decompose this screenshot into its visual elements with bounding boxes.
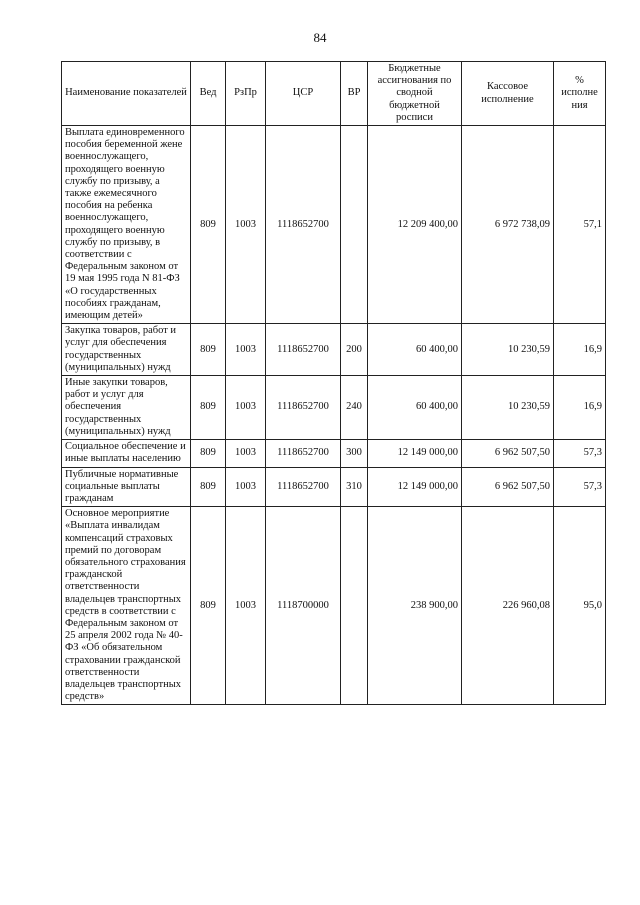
row-name: Закупка товаров, работ и услуг для обеспечения государственных (муниципальных) нужд [62,324,191,376]
table-row [62,126,606,324]
row-budget: 60 400,00 [368,324,462,376]
row-vr: 300 [341,440,368,467]
row-cash: 226 960,08 [462,507,554,705]
row-rzpr: 1003 [226,324,266,376]
row-percent: 95,0 [554,507,606,705]
row-percent: 57,3 [554,467,606,507]
row-ved: 809 [191,324,226,376]
row-rzpr: 1003 [226,507,266,705]
row-ved: 809 [191,126,226,324]
row-budget: 238 900,00 [368,507,462,705]
table-row [62,376,606,440]
row-percent: 57,3 [554,440,606,467]
row-rzpr: 1003 [226,126,266,324]
row-ved: 809 [191,507,226,705]
row-rzpr: 1003 [226,467,266,507]
row-cash: 6 962 507,50 [462,440,554,467]
row-csr: 1118700000 [266,507,341,705]
row-csr: 1118652700 [266,467,341,507]
row-csr: 1118652700 [266,440,341,467]
row-vr: 240 [341,376,368,440]
row-rzpr: 1003 [226,376,266,440]
row-ved: 809 [191,440,226,467]
header-cash: Кассовое исполнение [462,62,554,126]
row-budget: 12 149 000,00 [368,440,462,467]
row-ved: 809 [191,467,226,507]
row-csr: 1118652700 [266,376,341,440]
row-percent: 16,9 [554,376,606,440]
row-cash: 6 962 507,50 [462,467,554,507]
row-vr: 310 [341,467,368,507]
page-number: 84 [313,30,327,45]
header-budget: Бюджетные ассигнования по сводной бюджетной росписи [368,62,462,126]
row-vr: 200 [341,324,368,376]
row-budget: 12 209 400,00 [368,126,462,324]
header-rzpr: РзПр [226,62,266,126]
row-budget: 12 149 000,00 [368,467,462,507]
header-vr: ВР [341,62,368,126]
row-name: Иные закупки товаров, работ и услуг для обеспечения государственных (муниципальных) нужд [62,376,191,440]
row-rzpr: 1003 [226,440,266,467]
row-name: Выплата единовременного пособия беременной жене военнослужащего, проходящего военную службу по призыву, а также ежемесячного пособия на ребенка военнослужащего, проходящего военную службу по призыву, в соответствии с Федеральным законом от 19 мая 1995 года N 81-ФЗ «О государственных пособиях гражданам, имеющим детей» [62,126,191,324]
row-percent: 57,1 [554,126,606,324]
row-ved: 809 [191,376,226,440]
row-budget: 60 400,00 [368,376,462,440]
row-cash: 10 230,59 [462,324,554,376]
header-name: Наименование показателей [62,62,191,126]
row-vr [341,507,368,705]
header-ved: Вед [191,62,226,126]
table-row [62,440,606,467]
table-header-row [62,62,606,126]
row-csr: 1118652700 [266,126,341,324]
row-cash: 10 230,59 [462,376,554,440]
row-csr: 1118652700 [266,324,341,376]
table-row [62,324,606,376]
row-name: Публичные нормативные социальные выплаты гражданам [62,467,191,507]
row-cash: 6 972 738,09 [462,126,554,324]
header-percent: % исполне ния [554,62,606,126]
header-csr: ЦСР [266,62,341,126]
row-name: Социальное обеспечение и иные выплаты населению [62,440,191,467]
row-percent: 16,9 [554,324,606,376]
budget-execution-table [61,61,606,705]
table-row [62,467,606,507]
row-vr [341,126,368,324]
row-name: Основное мероприятие «Выплата инвалидам компенсаций страховых премий по договорам обязательного страхования гражданской ответственности владельцев транспортных средств в соответствии с Федеральным законом от 25 апреля 2002 года № 40-ФЗ «Об обязательном страховании гражданской ответственности владельцев транспортных средств» [62,507,191,705]
table-row [62,507,606,705]
